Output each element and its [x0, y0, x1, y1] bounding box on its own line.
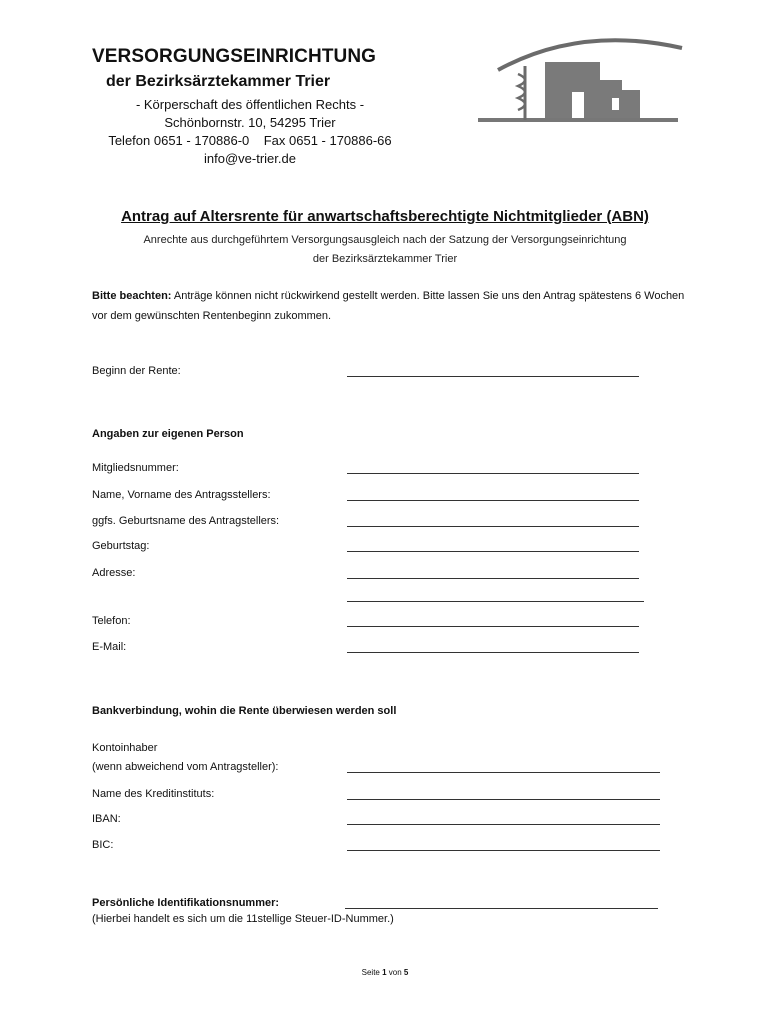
birthday-line[interactable] [347, 551, 639, 552]
address-label: Adresse: [92, 567, 136, 579]
birth-name-label: ggfs. Geburtsname des Antragstellers: [92, 515, 280, 527]
account-holder-line[interactable] [347, 772, 660, 773]
pension-start-label: Beginn der Rente: [92, 365, 181, 377]
tax-id-line[interactable] [345, 908, 658, 909]
tax-id-label: Persönliche Identifikationsnummer: [92, 897, 280, 909]
notice-paragraph [92, 286, 692, 326]
logo-icon [470, 30, 685, 130]
bic-label: BIC: [92, 839, 114, 851]
phone-line[interactable] [347, 626, 639, 627]
org-title: VERSORGUNGSEINRICHTUNG [92, 46, 377, 67]
address-line-2[interactable] [347, 601, 644, 602]
email-line: info@ve-trier.de [204, 151, 296, 166]
pension-start-line[interactable] [347, 376, 639, 377]
birth-name-line[interactable] [347, 526, 639, 527]
account-holder-label: Kontoinhaber [92, 742, 158, 754]
tax-id-note: (Hierbei handelt es sich um die 11stellige Steuer-ID-Nummer.) [92, 913, 394, 925]
address-line: Schönbornstr. 10, 54295 Trier [164, 115, 336, 130]
personal-section-heading: Angaben zur eigenen Person [92, 428, 244, 440]
name-label: Name, Vorname des Antragsstellers: [92, 489, 271, 501]
address-line-1[interactable] [347, 578, 639, 579]
bank-section-heading: Bankverbindung, wohin die Rente überwiesen werden soll [92, 705, 397, 717]
phone-label: Telefon: [92, 615, 131, 627]
document-title: Antrag auf Altersrente für anwartschaftsberechtigte Nichtmitglieder (ABN) [121, 208, 649, 225]
page-current: 1 [382, 968, 387, 977]
account-holder-note: (wenn abweichend vom Antragsteller): [92, 761, 279, 773]
iban-label: IBAN: [92, 813, 121, 825]
notice-text: Anträge können nicht rückwirkend gestellt werden. Bitte lassen Sie uns den Antrag spätestens 6 Wochen vor dem gewünschten Rentenbeginn zukommen. [92, 290, 685, 322]
page-number [0, 968, 770, 977]
iban-line[interactable] [347, 824, 660, 825]
page-middle: von [386, 968, 404, 977]
member-number-line[interactable] [347, 473, 639, 474]
document-subtitle-2: der Bezirksärztekammer Trier [312, 253, 458, 265]
email-line-field[interactable] [347, 652, 639, 653]
bank-name-line[interactable] [347, 799, 660, 800]
phone-fax-line: Telefon 0651 - 170886-0 Fax 0651 - 170886-66 [108, 133, 392, 148]
page-prefix: Seite [361, 968, 383, 977]
member-number-label: Mitgliedsnummer: [92, 462, 179, 474]
legal-form: - Körperschaft des öffentlichen Rechts - [135, 97, 365, 112]
page-total: 5 [403, 968, 409, 977]
notice-label: Bitte beachten: [92, 290, 172, 302]
birthday-label: Geburtstag: [92, 540, 150, 552]
document-subtitle-1: Anrechte aus durchgeführtem Versorgungsausgleich nach der Satzung der Versorgungseinrichtung [143, 234, 627, 246]
org-subtitle: der Bezirksärztekammer Trier [106, 73, 331, 90]
bank-name-label: Name des Kreditinstituts: [92, 788, 215, 800]
bic-line[interactable] [347, 850, 660, 851]
email-label: E-Mail: [92, 641, 127, 653]
name-line[interactable] [347, 500, 639, 501]
